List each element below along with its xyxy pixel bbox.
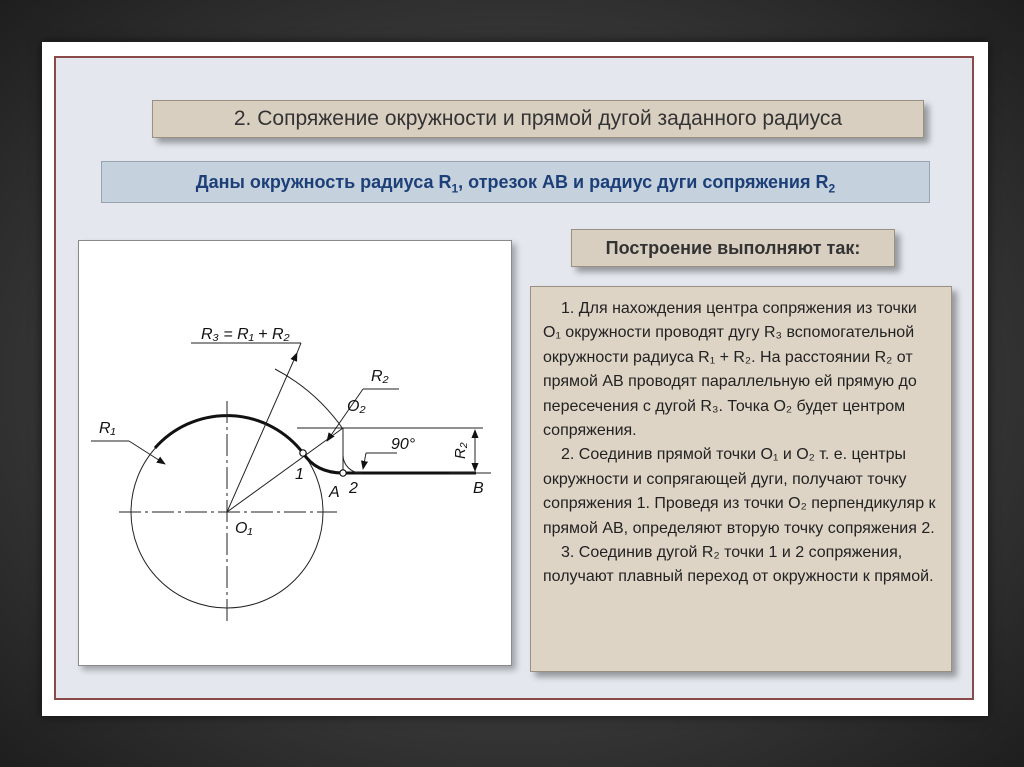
label-r1: R₁ xyxy=(99,420,116,437)
point-2-marker xyxy=(340,470,346,476)
construction-heading: Построение выполняют так: xyxy=(571,229,895,267)
label-r3-formula: R₃ = R₁ + R₂ xyxy=(201,326,290,343)
auxiliary-arc-r3 xyxy=(275,369,343,429)
label-r2-side: R₂ xyxy=(452,442,469,459)
step-3: 3. Соединив дугой R₂ точки 1 и 2 сопряжения, получают плавный переход от окружности к прямой. xyxy=(543,544,934,586)
label-point-a: A xyxy=(329,484,340,501)
label-r2-top: R₂ xyxy=(371,368,389,385)
step-1: 1. Для нахождения центра сопряжения из точки O₁ окружности проводят дугу R₃ вспомогательной окружности радиуса R₁ + R₂. На расстоянии R₂ от прямой AB проводят параллельную ей прямую до пересечения с дугой R₃. Точка O₂ будет центром сопряжения. xyxy=(543,300,917,440)
point-1-marker xyxy=(300,450,306,456)
label-point-2: 2 xyxy=(349,480,358,497)
label-o2: O₂ xyxy=(347,398,366,415)
label-angle: 90° xyxy=(391,436,416,453)
given-r2-subscript: 2 xyxy=(828,181,836,196)
diagram-svg xyxy=(79,241,511,665)
given-statement xyxy=(101,161,930,203)
construction-diagram xyxy=(78,240,512,666)
slide-title: 2. Сопряжение окружности и прямой дугой заданного радиуса xyxy=(152,100,924,138)
label-point-b: B xyxy=(473,480,484,497)
r3-leader xyxy=(297,343,301,353)
construction-steps xyxy=(530,286,952,672)
r3-radius-arrow xyxy=(227,353,297,512)
circle-r1-thick-arc xyxy=(155,416,303,453)
step-2: 2. Соединив прямой точки O₁ и O₂ т. е. центры окружности и сопрягающей дуги, получают точку сопряжения 1. Проведя из точки O₂ перпендикуляр к прямой AB, определяют вторую точку сопряжения 2. xyxy=(543,446,936,537)
given-prefix: Даны окружность радиуса R xyxy=(195,172,452,192)
angle-arc xyxy=(343,455,361,473)
angle-arrow-head xyxy=(363,453,366,469)
slide xyxy=(42,42,988,716)
given-r1-subscript: 1 xyxy=(451,181,459,196)
slide-panel xyxy=(54,56,974,700)
given-middle: , отрезок AB и радиус дуги сопряжения R xyxy=(458,172,829,192)
label-point-1: 1 xyxy=(295,466,304,483)
label-o1: O₁ xyxy=(235,520,253,537)
